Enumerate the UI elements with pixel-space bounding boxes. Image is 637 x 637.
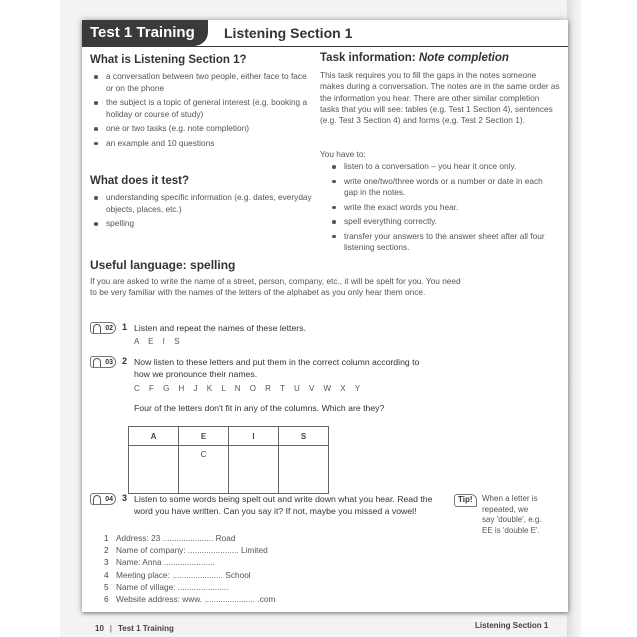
note-number: 4 [104, 569, 109, 580]
page-edge [567, 0, 581, 637]
table-cell[interactable] [279, 446, 329, 494]
note-text: Name of company: ...................... Limited [116, 545, 268, 556]
useful-language-heading: Useful language: spelling [90, 258, 236, 272]
note-item[interactable] [104, 532, 275, 544]
page-title: Listening Section 1 [224, 25, 353, 41]
list-item: write one/two/three words or a number or date in each gap in the notes. [328, 176, 558, 199]
list-item: an example and 10 questions [90, 138, 314, 150]
header-rule [82, 46, 568, 47]
footer-right: Listening Section 1 [475, 621, 549, 630]
table-header: A [129, 427, 179, 446]
section-heading-what-test: What does it test? [90, 175, 190, 187]
note-number: 5 [104, 581, 109, 592]
note-text: Meeting place: ...................... School [116, 569, 251, 580]
note-item[interactable] [104, 593, 275, 605]
note-number: 6 [104, 594, 109, 605]
exercise-number: 3 [122, 493, 128, 503]
exercise-instruction: Listen to some words being spelt out and write down what you hear. Read the word you have written. Can you say it? If not, maybe you missed a vowel! [134, 494, 433, 516]
task-info-heading [320, 52, 509, 64]
table-row [129, 446, 329, 494]
content-panel [82, 20, 568, 612]
table-header: I [229, 427, 279, 446]
exercise-instruction: Listen and repeat the names of these letters. [134, 323, 306, 333]
audio-track-number: 02 [105, 325, 113, 332]
letters-table [128, 426, 329, 494]
task-info-prefix: Task information: [320, 52, 419, 64]
exercise-3 [90, 493, 450, 533]
page-number: 10 [95, 624, 104, 633]
table-cell[interactable] [129, 446, 179, 494]
task-info-paragraph: This task requires you to fill the gaps in the notes someone makes during a conversation. The notes are in the same order as the information you hear. There are other similar completion tasks that you will see: tables (e.g. Test 1 Section 4), sentences (e.g. Test 3 Section 4) and forms (e.g. Test 2 Section 1). [320, 70, 560, 126]
exercise-1 [90, 322, 560, 352]
note-text: Website address: www. ...................... .com [116, 594, 276, 605]
note-number: 1 [104, 533, 109, 543]
you-have-to-list [328, 161, 558, 257]
note-text: Name: Anna ...................... [116, 557, 215, 568]
headphones-icon [93, 495, 101, 504]
list-item: spelling [90, 218, 314, 230]
tip-text: When a letter is repeated, we say 'double', e.g. EE is 'double E'. [482, 494, 542, 535]
what-is-list [90, 71, 314, 152]
note-text: Name of village: ...................... [116, 581, 229, 592]
footer-left [95, 624, 174, 633]
letters-list: C F G H J K L N O R T U V W X Y [134, 384, 362, 393]
note-item[interactable] [104, 569, 275, 581]
task-info-type: Note completion [418, 52, 509, 64]
exercise-number: 1 [122, 322, 128, 332]
note-item[interactable] [104, 581, 275, 593]
list-item: one or two tasks (e.g. note completion) [90, 123, 314, 135]
headphones-icon [93, 358, 101, 367]
note-number: 3 [104, 557, 109, 568]
tip-badge: Tip! [454, 494, 477, 507]
table-header: S [279, 427, 329, 446]
footer-section-label: Test 1 Training [117, 624, 174, 633]
exercise-followup: Four of the letters don't fit in any of the columns. Which are they? [134, 403, 385, 413]
note-item[interactable] [104, 544, 275, 556]
list-item: the subject is a topic of general interest (e.g. booking a holiday or course of study) [90, 97, 314, 120]
note-item[interactable] [104, 556, 275, 568]
audio-track-badge[interactable] [90, 356, 116, 368]
audio-track-number: 04 [105, 496, 113, 503]
audio-track-number: 03 [105, 359, 113, 366]
header-tab: Test 1 Training [82, 20, 208, 46]
note-text: Address: 23 ...................... Road [116, 533, 236, 543]
useful-language-paragraph: If you are asked to write the name of a street, person, company, etc., it will be spelt for you. You need to be very familiar with the names of the letters of the alphabet as you only hear them once. [90, 276, 461, 298]
notes-list [104, 532, 275, 605]
table-cell[interactable] [229, 446, 279, 494]
list-item: listen to a conversation – you hear it once only. [328, 161, 558, 173]
list-item: understanding specific information (e.g. dates, everyday objects, places, etc.) [90, 192, 314, 215]
exercise-2 [90, 356, 560, 416]
you-have-to-label: You have to: [320, 149, 366, 159]
exercise-number: 2 [122, 356, 128, 366]
table-header: E [179, 427, 229, 446]
letters-list: A E I S [134, 337, 181, 346]
audio-track-badge[interactable] [90, 493, 116, 505]
list-item: transfer your answers to the answer sheet after all four listening sections. [328, 231, 558, 254]
what-test-list [90, 192, 314, 233]
exercise-instruction: Now listen to these letters and put them in the correct column according to how we pronounce their names. [134, 357, 420, 379]
note-number: 2 [104, 545, 109, 556]
list-item: a conversation between two people, either face to face or on the phone [90, 71, 314, 94]
footer-separator: | [109, 624, 112, 633]
list-item: write the exact words you hear. [328, 202, 558, 214]
headphones-icon [93, 324, 101, 333]
list-item: spell everything correctly. [328, 216, 558, 228]
table-cell[interactable]: C [179, 446, 229, 494]
audio-track-badge[interactable] [90, 322, 116, 334]
section-heading-what-is: What is Listening Section 1? [90, 54, 247, 66]
